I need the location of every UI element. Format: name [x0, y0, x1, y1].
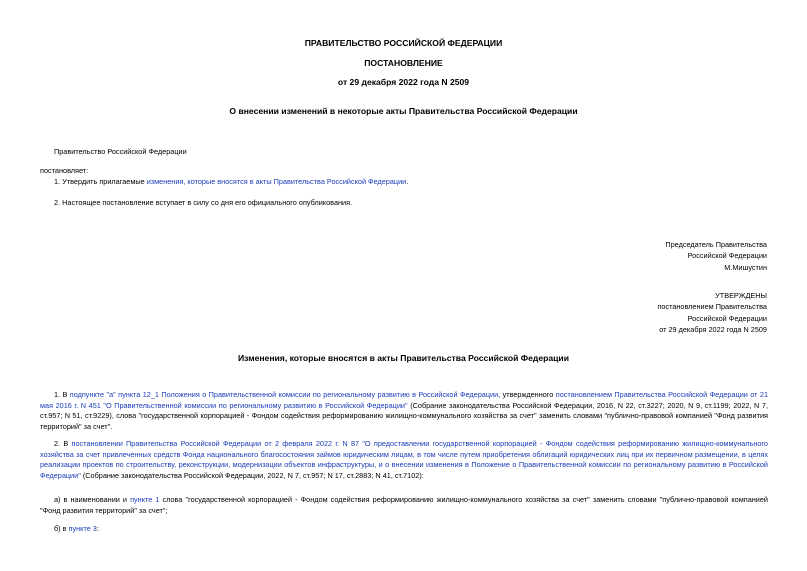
p1-link-regulation[interactable]: подпункте "а" пункта 12_1 Положения о Правительственной комиссии по региональному развитию в Российской Федерации: [69, 390, 499, 399]
signature-line-2: Российской Федерации: [687, 251, 767, 261]
pa-text-1: а) в наименовании и: [54, 495, 131, 504]
intro-verb: [40, 166, 768, 177]
approval-line-4: от 29 декабря 2022 года N 2509: [659, 324, 767, 334]
pa-text-2: слова "государственной корпорацией - Фондом содействия реформированию жилищно-коммунального хозяйства за счет" заменить словами "публично-правовой компанией "Фонд развития территорий" за счет";: [40, 495, 768, 515]
p2-text-2: (Собрание законодательства Российской Федерации, 2022, N 7, ст.957; N 17, ст.2883; N 41, ст.7102):: [80, 470, 424, 480]
change-subparagraph-b: [40, 524, 768, 535]
document-date-number: от 29 декабря 2022 года N 2509: [337, 77, 470, 87]
intro-item-2: [40, 198, 768, 209]
document-type: ПОСТАНОВЛЕНИЕ: [364, 58, 443, 68]
change-paragraph-2: [40, 439, 768, 481]
intro-subject-text: Правительство Российской Федерации: [54, 147, 187, 156]
intro-verb-text: постановляет:: [40, 166, 89, 175]
change-subparagraph-a: [40, 495, 768, 516]
p2-link-resolution[interactable]: постановлении Правительства Российской Федерации от 2 февраля 2022 г. N 87 "О предоставлении государственной корпорацией - Фондом содействия реформированию жилищно-коммунального хозяйства за счет привлеченных средств Фонда национального благосостояния займов юридическим лицам, в том числе путем приобретения облигаций юридических лиц при их первичном размещении, в целях реализации проектов по строительству, реконструкции, модернизации объектов инфраструктуры, и о внесении изменения в Положение о Правительственной комиссии по региональному развитию в Российской Федерации": [40, 439, 768, 480]
pb-text-1: б) в: [54, 524, 69, 533]
approval-line-3: Российской Федерации: [687, 313, 767, 323]
pb-link-point-3[interactable]: пункте 3: [68, 524, 97, 533]
p1-link-resolution[interactable]: постановлением Правительства Российской Федерации от 21 мая 2016 г. N 451 "О Правительственной комиссии по региональному развитию в Российской Федерации": [40, 390, 768, 410]
changes-link[interactable]: изменения, которые вносятся в акты Правительства Российской Федерации: [146, 177, 407, 186]
pa-link-point-1[interactable]: пункте 1: [130, 495, 160, 504]
government-heading: ПРАВИТЕЛЬСТВО РОССИЙСКОЙ ФЕДЕРАЦИИ: [304, 38, 503, 48]
p1-text-2: , утвержденного: [498, 390, 556, 399]
intro-item-1: [40, 177, 768, 188]
intro-subject: [40, 147, 768, 158]
p2-text-1: 2. В: [54, 439, 72, 448]
p1-text-3: (Собрание законодательства Российской Федерации, 2016, N 22, ст.3227; 2020, N 9, ст.1199; 2022, N 7, ст.957; N 51, ст.9229), слова "государственной корпорацией - Фондом содействия реформированию жилищно-коммунального хозяйства за счет" заменить словами "публично-правовой компанией "Фонд развития территорий" за счет".: [40, 400, 768, 431]
item1-prefix: 1. Утвердить прилагаемые: [54, 177, 147, 186]
approval-line-1: УТВЕРЖДЕНЫ: [715, 291, 767, 300]
approval-block: [467, 290, 767, 335]
signature-line-1: Председатель Правительства: [665, 240, 767, 249]
item1-suffix: .: [406, 177, 409, 186]
document-title: О внесении изменений в некоторые акты Правительства Российской Федерации: [229, 106, 578, 116]
item2-text: 2. Настоящее постановление вступает в силу со дня его официального опубликования.: [54, 198, 353, 207]
pb-text-2: :: [96, 524, 99, 533]
approval-line-2: постановлением Правительства: [657, 302, 767, 312]
p1-text-1: 1. В: [54, 390, 70, 399]
signature-line-3: М.Мишустин: [724, 262, 767, 272]
change-paragraph-1: [40, 390, 768, 432]
signature-block: [467, 239, 767, 273]
changes-title: Изменения, которые вносятся в акты Правительства Российской Федерации: [237, 353, 569, 363]
